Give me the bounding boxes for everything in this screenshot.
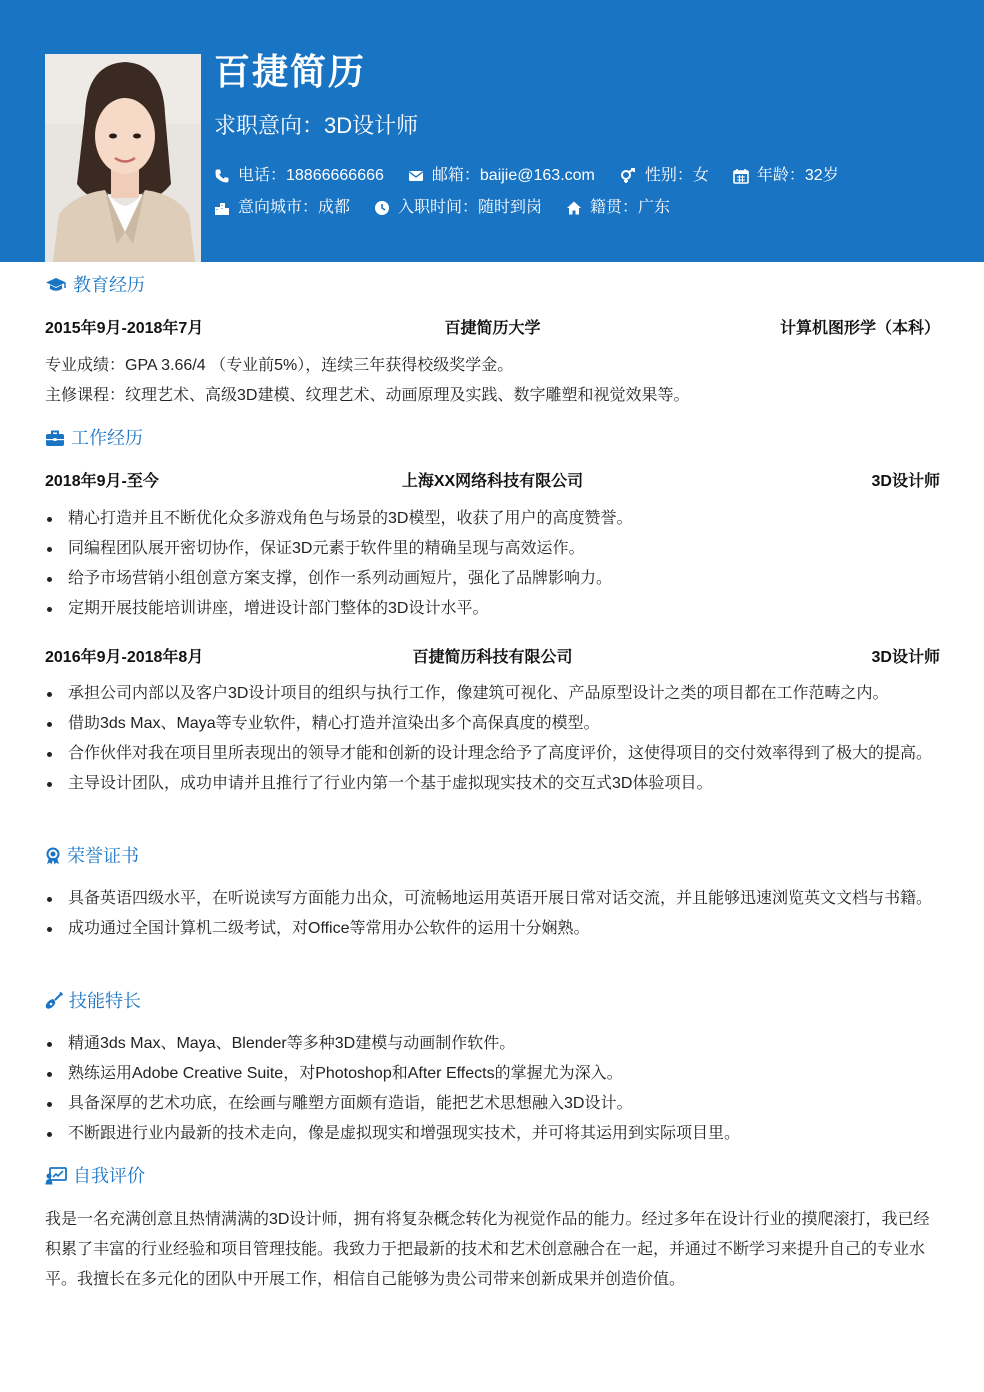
start-time-text: 入职时间：随时到岗: [398, 199, 543, 216]
list-item: 承担公司内部以及客户3D设计项目的组织与执行工作，像建筑可视化、产品原型设计之类的项目都在工作范畴之内。: [45, 679, 940, 709]
self-eval-section-title: [45, 1165, 145, 1187]
education-section-title: [45, 274, 145, 296]
extra-info-row: [214, 198, 694, 218]
graduation-cap-icon: [45, 276, 67, 294]
gender-text: 性别：女: [644, 167, 709, 184]
work-title: 工作经历: [71, 428, 143, 448]
job-duties-list: [45, 504, 940, 624]
list-item: 给予市场营销小组创意方案支撑，创作一系列动画短片，强化了品牌影响力。: [45, 564, 940, 594]
skills-title: 技能特长: [69, 991, 141, 1011]
job-date: 2016年9月-2018年8月: [45, 649, 204, 666]
clock-icon: [374, 200, 390, 216]
job-role: 3D设计师: [871, 473, 940, 490]
age-text: 年龄：32岁: [756, 167, 839, 184]
presentation-icon: [45, 1167, 67, 1185]
resume-name: 百捷简历: [214, 51, 367, 92]
skills-list: [45, 1029, 940, 1149]
education-title: 教育经历: [73, 275, 145, 295]
envelope-icon: [408, 169, 424, 183]
job-company: 百捷简历科技有限公司: [412, 649, 573, 666]
honors-list: [45, 884, 940, 944]
job-entry-header: [45, 647, 940, 669]
list-item: 精通3ds Max、Maya、Blender等多种3D建模与动画制作软件。: [45, 1029, 940, 1059]
honors-section-title: [45, 845, 139, 867]
skills-section-title: [45, 990, 141, 1012]
resume-header: [0, 0, 984, 262]
self-eval-text: 我是一名充满创意且热情满满的3D设计师，拥有将复杂概念转化为视觉作品的能力。经过多年在设计行业的摸爬滚打，我已经积累了丰富的行业经验和项目管理技能。我致力于把最新的技术和艺术创意融合在一起，并通过不断学习来提升自己的专业水平。我擅长在多元化的团队中开展工作，相信自己能够为贵公司带来创新成果并创造价值。: [45, 1211, 930, 1288]
home-icon: [566, 200, 582, 216]
gender-icon: [619, 168, 637, 184]
info-gender: [619, 166, 709, 186]
info-start-time: [374, 198, 542, 218]
list-item: 主导设计团队，成功申请并且推行了行业内第一个基于虚拟现实技术的交互式3D体验项目。: [45, 769, 940, 799]
job-company: 上海XX网络科技有限公司: [401, 473, 584, 490]
info-city: [214, 198, 350, 218]
work-section-title: [45, 427, 143, 449]
info-phone: [214, 166, 384, 186]
award-icon: [45, 847, 61, 865]
list-item: 精心打造并且不断优化众多游戏角色与场景的3D模型，收获了用户的高度赞誉。: [45, 504, 940, 534]
job-role: 3D设计师: [871, 649, 940, 666]
info-email: [408, 166, 595, 186]
list-item: 具备英语四级水平，在听说读写方面能力出众，可流畅地运用英语开展日常对话交流，并且能够迅速浏览英文文档与书籍。: [45, 884, 940, 914]
education-line: 专业成绩：GPA 3.66/4 （专业前5%），连续三年获得校级奖学金。: [45, 357, 514, 374]
list-item: 同编程团队展开密切协作，保证3D元素于软件里的精确呈现与高效运作。: [45, 534, 940, 564]
info-age: [733, 166, 839, 186]
city-text: 意向城市：成都: [238, 199, 351, 216]
education-school: 百捷简历大学: [444, 320, 541, 337]
list-item: 成功通过全国计算机二级考试，对Office等常用办公软件的运用十分娴熟。: [45, 914, 940, 944]
job-date: 2018年9月-至今: [45, 473, 159, 490]
education-entry-header: [45, 318, 940, 340]
list-item: 定期开展技能培训讲座，增进设计部门整体的3D设计水平。: [45, 594, 940, 624]
education-line: 主修课程：纹理艺术、高级3D建模、纹理艺术、动画原理及实践、数字雕塑和视觉效果等。: [45, 387, 690, 404]
contact-info-row: [214, 166, 863, 186]
education-details: [45, 351, 940, 411]
education-date: 2015年9月-2018年7月: [45, 320, 204, 337]
education-major: 计算机图形学（本科）: [779, 320, 940, 337]
guitar-icon: [45, 992, 63, 1010]
email-text: 邮箱：baijie@163.com: [431, 167, 595, 184]
self-eval-title: 自我评价: [73, 1166, 145, 1186]
hometown-text: 籍贯：广东: [590, 199, 671, 216]
job-intent: 求职意向：3D设计师: [214, 113, 419, 138]
job-entry-header: [45, 471, 940, 493]
job-duties-list: [45, 679, 940, 799]
info-hometown: [566, 198, 670, 218]
honors-title: 荣誉证书: [67, 846, 139, 866]
briefcase-icon: [45, 429, 65, 447]
city-icon: [214, 200, 230, 216]
phone-icon: [214, 168, 230, 184]
calendar-icon: [733, 168, 749, 184]
list-item: 合作伙伴对我在项目里所表现出的领导才能和创新的设计理念给予了高度评价，这使得项目的交付效率得到了极大的提高。: [45, 739, 940, 769]
list-item: 具备深厚的艺术功底，在绘画与雕塑方面颇有造诣，能把艺术思想融入3D设计。: [45, 1089, 940, 1119]
list-item: 不断跟进行业内最新的技术走向，像是虚拟现实和增强现实技术，并可将其运用到实际项目里。: [45, 1119, 940, 1149]
profile-photo: [45, 54, 201, 262]
list-item: 熟练运用Adobe Creative Suite，对Photoshop和After Effects的掌握尤为深入。: [45, 1059, 940, 1089]
phone-text: 电话：18866666666: [238, 167, 384, 184]
list-item: 借助3ds Max、Maya等专业软件，精心打造并渲染出多个高保真度的模型。: [45, 709, 940, 739]
